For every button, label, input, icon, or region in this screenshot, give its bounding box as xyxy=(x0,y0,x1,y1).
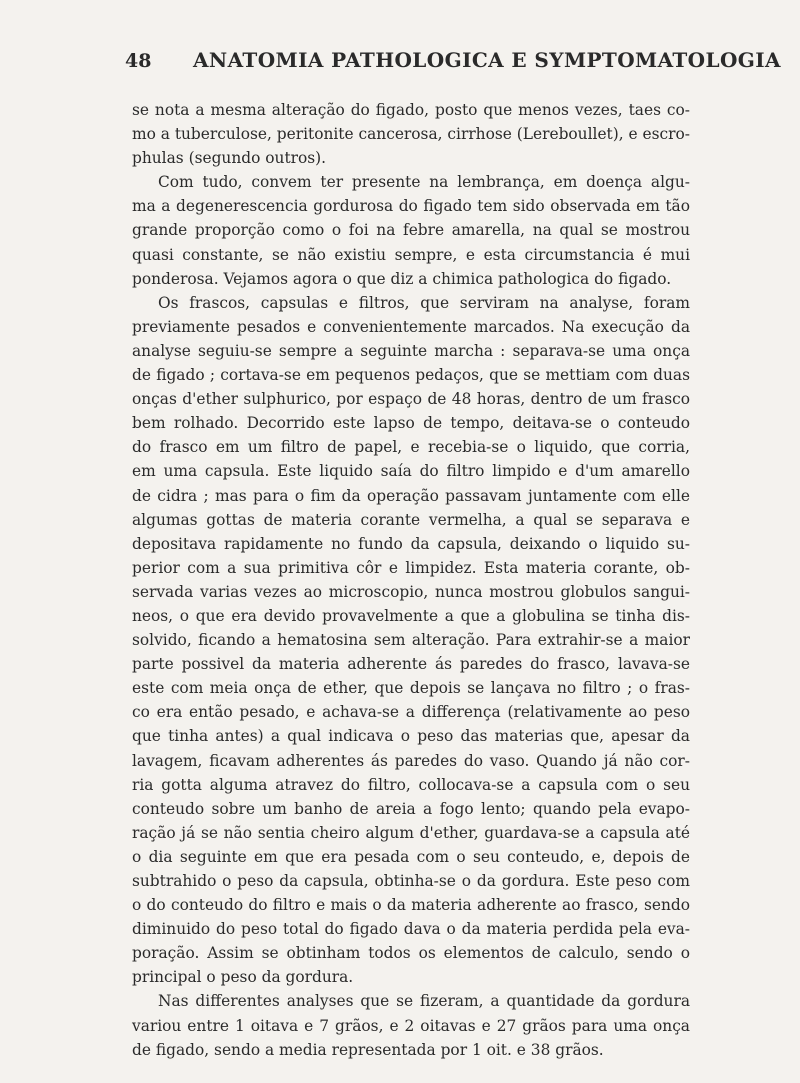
text-line: o do conteudo do filtro e mais o da materia adherente ao frasco, sendo xyxy=(132,896,690,915)
text-line: do frasco em um filtro de papel, e recebia-se o liquido, que corria, xyxy=(132,438,690,457)
text-line: Com tudo, convem ter presente na lembrança, em doença algu- xyxy=(158,173,690,192)
text-line: Nas differentes analyses que se fizeram, a quantidade da gordura xyxy=(158,992,690,1011)
text-line: se nota a mesma alteração do figado, posto que menos vezes, taes co- xyxy=(132,101,690,119)
text-line: variou entre 1 oitava e 7 grãos, e 2 oitavas e 27 grãos para uma onça xyxy=(132,1016,690,1035)
text-line: principal o peso da gordura. xyxy=(132,968,354,987)
text-line: o dia seguinte em que era pesada com o seu conteudo, e, depois de xyxy=(132,847,690,866)
text-line: mo a tuberculose, peritonite cancerosa, cirrhose (Lereboullet), e escro- xyxy=(132,125,690,144)
text-line: grande proporção como o foi na febre amarella, na qual se mostrou xyxy=(132,221,690,240)
text-line: de cidra ; mas para o fim da operação passavam juntamente com elle xyxy=(132,486,690,505)
text-line: lavagem, ficavam adherentes ás paredes do vaso. Quando já não cor- xyxy=(132,751,690,770)
text-line: este com meia onça de ether, que depois se lançava no filtro ; o fras- xyxy=(132,679,690,698)
page-header xyxy=(125,46,781,76)
text-line: quasi constante, se não existiu sempre, e esta circumstancia é mui xyxy=(132,245,690,264)
text-line: co era então pesado, e achava-se a differença (relativamente ao peso xyxy=(132,703,690,722)
text-line: de figado, sendo a media representada por 1 oit. e 38 grãos. xyxy=(132,1040,604,1059)
text-line: onças d'ether sulphurico, por espaço de 48 horas, dentro de um frasco xyxy=(132,390,690,409)
text-line: em uma capsula. Este liquido saía do filtro limpido e d'um amarello xyxy=(132,462,690,481)
text-line: phulas (segundo outros). xyxy=(132,149,327,168)
text-line: Os frascos, capsulas e filtros, que serviram na analyse, foram xyxy=(158,293,690,312)
text-line: neos, o que era devido provavelmente a que a globulina se tinha dis- xyxy=(132,606,690,625)
text-line: servada varias vezes ao microscopio, nunca mostrou globulos sangui- xyxy=(132,582,690,601)
text-line: ração já se não sentia cheiro algum d'ether, guardava-se a capsula até xyxy=(132,823,690,842)
text-line: poração. Assim se obtinham todos os elementos de calculo, sendo o xyxy=(132,944,690,963)
text-line: de figado ; cortava-se em pequenos pedaços, que se mettiam com duas xyxy=(132,366,690,385)
body-text xyxy=(132,98,690,1062)
page-number: 48 xyxy=(125,50,152,72)
text-line: perior com a sua primitiva côr e limpidez. Esta materia corante, ob- xyxy=(132,558,690,577)
text-line: conteudo sobre um banho de areia a fogo lento; quando pela evapo- xyxy=(132,799,690,818)
text-line: solvido, ficando a hematosina sem alteração. Para extrahir-se a maior xyxy=(132,631,690,650)
text-line: ponderosa. Vejamos agora o que diz a chimica pathologica do figado. xyxy=(132,269,672,288)
text-line: algumas gottas de materia corante vermelha, a qual se separava e xyxy=(132,510,690,529)
text-line: ria gotta alguma atravez do filtro, collocava-se a capsula com o seu xyxy=(132,775,690,794)
text-line: bem rolhado. Decorrido este lapso de tempo, deitava-se o conteudo xyxy=(132,414,690,433)
text-line: depositava rapidamente no fundo da capsula, deixando o liquido su- xyxy=(132,534,690,553)
running-title: ANATOMIA PATHOLOGICA E SYMPTOMATOLOGIA xyxy=(193,48,781,72)
text-line: analyse seguiu-se sempre a seguinte marcha : separava-se uma onça xyxy=(132,341,690,360)
text-line: que tinha antes) a qual indicava o peso das materias que, apesar da xyxy=(132,727,690,746)
text-line: subtrahido o peso da capsula, obtinha-se o da gordura. Este peso com xyxy=(132,872,690,890)
text-line: ma a degenerescencia gordurosa do figado tem sido observada em tão xyxy=(132,197,690,216)
text-line: diminuido do peso total do figado dava o da materia perdida pela eva- xyxy=(132,920,690,939)
text-line: previamente pesados e convenientemente marcados. Na execução da xyxy=(132,317,690,336)
text-line: parte possivel da materia adherente ás paredes do frasco, lavava-se xyxy=(132,655,690,674)
